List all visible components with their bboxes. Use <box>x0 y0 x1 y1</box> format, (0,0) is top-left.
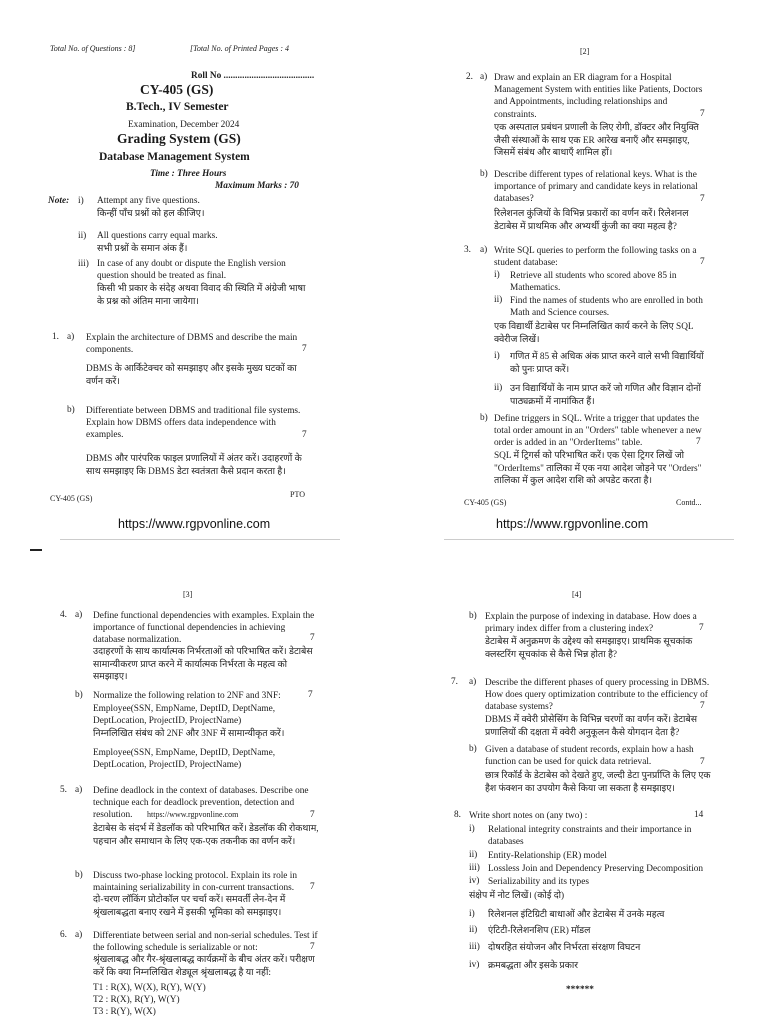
q7a-label: a) <box>469 677 477 687</box>
q2a-text: Draw and explain an ER diagram for a Hospital Management System with entities like Patients, Doctors and Appointments, including relationships and constraints. <box>494 73 703 120</box>
max-marks: Maximum Marks : 70 <box>215 181 299 191</box>
q1a-label: a) <box>67 332 75 342</box>
q6-number: 6. <box>60 930 67 940</box>
q8-item-label: i) <box>469 824 475 834</box>
q3a-hi-ii-label: ii) <box>494 383 503 393</box>
q6a-hindi: श्रृंखलाबद्ध और गैर-श्रृंखलाबद्ध कार्यक्रमों के बीच अंतर करें। परीक्षण करें कि क्या निम्नलिखित शेड्यूल श्रृंखलाबद्ध है या नहीं: <box>93 955 315 978</box>
q3a-ii-text: Find the names of students who are enrolled in both Math and Science courses. <box>510 296 703 319</box>
note-iii-hi: किसी भी प्रकार के संदेह अथवा विवाद की स्थिति में अंग्रेजी भाषा के प्रश्न को अंतिम माना जायेगा। <box>97 284 306 307</box>
page-4 <box>384 570 768 1024</box>
paper-code: CY-405 (GS) <box>140 82 214 97</box>
page-3 <box>0 570 384 1024</box>
footer-code: CY-405 (GS) <box>464 498 507 507</box>
q5b-marks: 7 <box>310 882 315 892</box>
q8-item-label: ii) <box>469 850 478 860</box>
q7b-hindi: छात्र रिकॉर्ड के डेटाबेस को देखते हुए, जल्दी डेटा पुनर्प्राप्ति के लिए एक हैश फंक्शन का उपयोग कैसे किया जा सकता है समझाइए। <box>485 771 711 794</box>
q3a-text: Write SQL queries to perform the following tasks on a student database: <box>494 246 697 269</box>
note-ii-hi: सभी प्रश्नों के समान अंक हैं। <box>97 244 188 254</box>
page-number: [4] <box>572 590 582 599</box>
scheme: Grading System (GS) <box>117 131 241 146</box>
q7b-text: Given a database of student records, explain how a hash function can be used for quick data retrieval. <box>485 745 694 768</box>
time: Time : Three Hours <box>150 169 227 179</box>
q7a-marks: 7 <box>700 701 705 711</box>
q8-hi-item-text: दोषरहित संयोजन और निर्भरता संरक्षण विघटन <box>488 943 641 953</box>
q5a-url: https://www.rgpvonline.com <box>147 810 239 819</box>
page-edge-line <box>444 539 734 540</box>
page-number: [3] <box>183 590 193 599</box>
q6b-text: Explain the purpose of indexing in database. How does a primary index differ from a clustering index? <box>485 612 697 635</box>
q5b-label: b) <box>75 870 83 880</box>
q2b-marks: 7 <box>700 194 705 204</box>
q1b-marks: 7 <box>302 430 307 440</box>
q3a-marks: 7 <box>700 257 705 267</box>
q6b-marks: 7 <box>699 623 704 633</box>
q2b-hindi: रिलेशनल कुंजियों के विभिन्न प्रकारों का वर्णन करें। रिलेशनल डेटाबेस में प्राथमिक और अभ्यर्थी कुंजी का क्या महत्व है? <box>494 209 689 232</box>
page-edge-line <box>60 539 340 540</box>
roll-no: Roll No ....................................... <box>191 71 315 81</box>
note-ii-no: ii) <box>78 231 87 241</box>
q3a-hi-ii-text: उन विद्यार्थियों के नाम प्राप्त करें जो गणित और विज्ञान दोनों पाठ्यक्रमों में नामांकित हैं। <box>510 384 701 407</box>
q4b-marks: 7 <box>308 690 313 700</box>
q2a-label: a) <box>480 72 488 82</box>
q3a-i-text: Retrieve all students who scored above 85 in Mathematics. <box>510 271 677 294</box>
exam-session: Examination, December 2024 <box>128 120 240 130</box>
q5b-hindi: दो-चरण लॉकिंग प्रोटोकॉल पर चर्चा करें। समवर्ती लेन-देन में श्रृंखलाबद्धता बनाए रखने में इसकी भूमिका को समझाइए। <box>93 895 286 918</box>
q6a-marks: 7 <box>310 942 315 952</box>
q3a-hi-i-text: गणित में 85 से अधिक अंक प्राप्त करने वाले सभी विद्यार्थियों को पुनः प्राप्त करें। <box>510 352 704 375</box>
q8-text: Write short notes on (any two) : <box>469 811 588 821</box>
q1b-hindi: DBMS और पारंपरिक फाइल प्रणालियों में अंतर करें। उदाहरणों के साथ समझाइए कि DBMS डेटा स्वतंत्रता कैसे प्रदान करता है। <box>86 454 302 477</box>
q4b-hindi: निम्नलिखित संबंध को 2NF और 3NF में सामान्यीकृत करें। <box>93 729 285 739</box>
q3b-label: b) <box>480 413 488 423</box>
q3-number: 3. <box>464 245 471 255</box>
q5a-text: Define deadlock in the context of databases. Describe one technique each for deadlock prevention, detection and resolution. <box>93 786 309 821</box>
note-iii-en: In case of any doubt or dispute the English version question should be treated as final. <box>97 259 286 282</box>
q7-number: 7. <box>451 677 458 687</box>
q5a-label: a) <box>75 785 83 795</box>
q6b-hindi: डेटाबेस में अनुक्रमण के उद्देश्य को समझाइए। प्राथमिक सूचकांक क्लस्टरिंग सूचकांक से कैसे भिन्न होता है? <box>485 637 693 660</box>
q8-hi-item-text: रिलेशनल इंटिग्रिटी बाधाओं और डेटाबेस में उनके महत्व <box>488 910 665 920</box>
q8-hi-item-label: ii) <box>469 925 478 935</box>
subject: Database Management System <box>99 151 250 163</box>
q5a-hindi: डेटाबेस के संदर्भ में डेडलॉक को परिभाषित करें। डेडलॉक की रोकथाम, पहचान और समाधान के लिए एक-एक तकनीक का वर्णन करें। <box>93 824 319 847</box>
q8-item-text: Relational integrity constraints and their importance in databases <box>488 825 692 848</box>
q1b-text: Differentiate between DBMS and traditional file systems. Explain how DBMS offers data independence with examples. <box>86 406 301 441</box>
q1a-hindi: DBMS के आर्किटेक्चर को समझाइए और इसके मुख्य घटकों का वर्णन करें। <box>86 364 297 387</box>
q8-hi-item-label: iv) <box>469 960 480 970</box>
q8-number: 8. <box>454 810 461 820</box>
schedule-t1: T1 : R(X), W(X), R(Y), W(Y) <box>93 983 206 993</box>
q3b-marks: 7 <box>696 437 701 447</box>
note-i-hi: किन्हीं पाँच प्रश्नों को हल कीजिए। <box>97 209 205 219</box>
footer-contd: Contd... <box>676 498 702 507</box>
page-1 <box>0 0 384 510</box>
q1-number: 1. <box>52 332 59 342</box>
q8-item-label: iv) <box>469 876 480 886</box>
q4b-text: Normalize the following relation to 2NF and 3NF: <box>93 691 281 701</box>
q8-item-label: iii) <box>469 863 480 873</box>
q7a-hindi: DBMS में क्वेरी प्रोसेसिंग के विभिन्न चरणों का वर्णन करें। डेटाबेस प्रणालियों की दक्षता में क्वेरी अनुकूलन कैसे योगदान देता है? <box>485 715 698 738</box>
note-iii-no: iii) <box>78 259 89 269</box>
q6a-text: Differentiate between serial and non-serial schedules. Test if the following schedule is serializable or not: <box>93 931 318 954</box>
q1a-text: Explain the architecture of DBMS and describe the main components. <box>86 333 298 356</box>
note-i-no: i) <box>78 196 84 206</box>
q8-hi-item-label: i) <box>469 909 475 919</box>
q2a-hindi: एक अस्पताल प्रबंधन प्रणाली के लिए रोगी, डॉक्टर और नियुक्ति जैसी संस्थाओं के साथ एक ER आरेख बनाएँ और समझाइए, जिसमें संबंध और बाधाएँ शामिल हों। <box>494 123 699 159</box>
scan-mark <box>30 549 42 551</box>
total-pages: [Total No. of Printed Pages : 4 <box>190 44 290 53</box>
page-2 <box>384 0 768 510</box>
q5b-text: Discuss two-phase locking protocol. Explain its role in maintaining serializability in con-current transactions. <box>93 871 297 894</box>
q7b-marks: 7 <box>700 757 705 767</box>
q3a-hi-i-label: i) <box>494 351 500 361</box>
q5-number: 5. <box>60 785 67 795</box>
q3a-ii-label: ii) <box>494 295 503 305</box>
q8-hi-item-text: क्रमबद्धता और इसके प्रकार <box>488 961 579 971</box>
q2-number: 2. <box>466 72 473 82</box>
schedule-t3: T3 : R(Y), W(X) <box>93 1007 156 1017</box>
q5a-marks: 7 <box>310 810 315 820</box>
note-ii-en: All questions carry equal marks. <box>97 231 218 241</box>
watermark-url-right: https://www.rgpvonline.com <box>496 517 649 531</box>
q2a-marks: 7 <box>700 109 705 119</box>
q3a-i-label: i) <box>494 270 500 280</box>
note-label: Note: <box>48 196 70 206</box>
q1b-label: b) <box>67 405 75 415</box>
q8-marks: 14 <box>694 810 704 820</box>
end-marker: ****** <box>566 985 594 995</box>
q4a-hindi: उदाहरणों के साथ कार्यात्मक निर्भरताओं को परिभाषित करें। डेटाबेस सामान्यीकरण प्राप्त करने में कार्यात्मक निर्भरता के महत्व को समझाइए। <box>93 647 313 683</box>
footer-code: CY-405 (GS) <box>50 494 93 503</box>
q3a-hindi: एक विद्यार्थी डेटाबेस पर निम्नलिखित कार्य करने के लिए SQL क्वेरीज लिखें। <box>494 322 694 345</box>
schedule-t2: T2 : R(X), R(Y), W(Y) <box>93 995 180 1005</box>
q6a-label: a) <box>75 930 83 940</box>
q8-item-text: Serializability and its types <box>488 877 589 887</box>
q3b-hindi: SQL में ट्रिगर्स को परिभाषित करें। एक ऐसा ट्रिगर लिखें जो "OrderItems" तालिका में एक नया आदेश जोड़ने पर "Orders" तालिका में कुल आदेश राशि को अपडेट करता है। <box>494 451 702 487</box>
q8-hindi: संक्षेप में नोट लिखें। (कोई दो) <box>469 891 565 901</box>
q8-item-text: Lossless Join and Dependency Preserving Decomposition <box>488 864 704 874</box>
q2b-label: b) <box>480 169 488 179</box>
q4b-label: b) <box>75 690 83 700</box>
q4a-text: Define functional dependencies with examples. Explain the importance of functional dependencies in achieving database normalization. <box>93 611 315 646</box>
q2b-text: Describe different types of relational keys. What is the importance of primary and candidate keys in relational databases? <box>494 170 698 205</box>
q6b-label: b) <box>469 611 477 621</box>
q4a-label: a) <box>75 610 83 620</box>
q8-hi-item-text: एंटिटी-रिलेशनशिप (ER) मॉडल <box>488 926 591 936</box>
note-i-en: Attempt any five questions. <box>97 196 200 206</box>
q4b-relation: Employee(SSN, EmpName, DeptID, DeptName, DeptLocation, ProjectID, ProjectName) <box>93 704 276 727</box>
footer-pto: PTO <box>290 490 305 499</box>
q4b-relation-hindi: Employee(SSN, EmpName, DeptID, DeptName, DeptLocation, ProjectID, ProjectName) <box>93 748 276 771</box>
watermark-url-left: https://www.rgpvonline.com <box>118 517 271 531</box>
page-number: [2] <box>580 47 590 56</box>
total-questions: Total No. of Questions : 8] <box>50 44 136 53</box>
course: B.Tech., IV Semester <box>126 101 229 113</box>
q8-item-text: Entity-Relationship (ER) model <box>488 851 607 861</box>
q7b-label: b) <box>469 744 477 754</box>
q8-hi-item-label: iii) <box>469 942 480 952</box>
q1a-marks: 7 <box>302 344 307 354</box>
q3a-label: a) <box>480 245 488 255</box>
q4-number: 4. <box>60 610 67 620</box>
q3b-text: Define triggers in SQL. Write a trigger that updates the total order amount in an "Orders" table whenever a new order is added in an "OrderItems" table. <box>494 414 702 449</box>
q4a-marks: 7 <box>310 633 315 643</box>
q7a-text: Describe the different phases of query processing in DBMS. How does query optimization contribute to the efficiency of database systems? <box>485 678 710 713</box>
